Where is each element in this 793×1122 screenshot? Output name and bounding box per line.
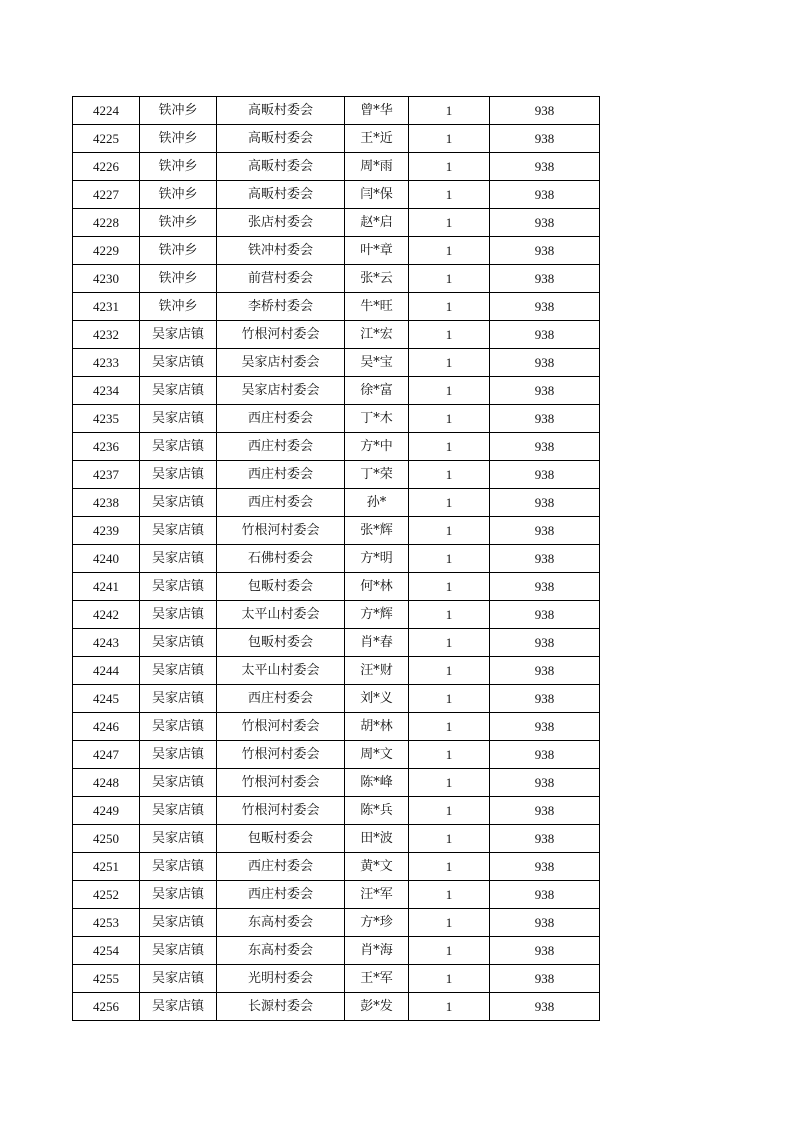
count-cell: 1 — [409, 97, 490, 125]
amount-cell: 938 — [490, 657, 600, 685]
row-number-cell: 4247 — [73, 741, 140, 769]
amount-cell: 938 — [490, 769, 600, 797]
amount-cell: 938 — [490, 293, 600, 321]
amount-cell: 938 — [490, 965, 600, 993]
count-cell: 1 — [409, 965, 490, 993]
village-cell: 前营村委会 — [217, 265, 345, 293]
township-cell: 铁冲乡 — [140, 125, 217, 153]
township-cell: 吴家店镇 — [140, 433, 217, 461]
table-row — [73, 405, 600, 433]
name-cell: 张*辉 — [345, 517, 409, 545]
count-cell: 1 — [409, 797, 490, 825]
table-row — [73, 741, 600, 769]
row-number-cell: 4230 — [73, 265, 140, 293]
row-number-cell: 4255 — [73, 965, 140, 993]
name-cell: 赵*启 — [345, 209, 409, 237]
table-row — [73, 433, 600, 461]
table-row — [73, 377, 600, 405]
amount-cell: 938 — [490, 517, 600, 545]
table-row — [73, 881, 600, 909]
name-cell: 陈*峰 — [345, 769, 409, 797]
row-number-cell: 4231 — [73, 293, 140, 321]
row-number-cell: 4248 — [73, 769, 140, 797]
township-cell: 吴家店镇 — [140, 825, 217, 853]
township-cell: 铁冲乡 — [140, 209, 217, 237]
count-cell: 1 — [409, 405, 490, 433]
name-cell: 吴*宝 — [345, 349, 409, 377]
name-cell: 张*云 — [345, 265, 409, 293]
name-cell: 孙* — [345, 489, 409, 517]
table-row — [73, 545, 600, 573]
table-row — [73, 797, 600, 825]
amount-cell: 938 — [490, 741, 600, 769]
table-row — [73, 629, 600, 657]
amount-cell: 938 — [490, 433, 600, 461]
table-row — [73, 685, 600, 713]
village-cell: 吴家店村委会 — [217, 377, 345, 405]
amount-cell: 938 — [490, 685, 600, 713]
name-cell: 王*近 — [345, 125, 409, 153]
table-row — [73, 349, 600, 377]
table-row — [73, 769, 600, 797]
village-cell: 高畈村委会 — [217, 153, 345, 181]
row-number-cell: 4237 — [73, 461, 140, 489]
table-row — [73, 937, 600, 965]
name-cell: 丁*木 — [345, 405, 409, 433]
township-cell: 吴家店镇 — [140, 573, 217, 601]
name-cell: 刘*义 — [345, 685, 409, 713]
village-cell: 竹根河村委会 — [217, 517, 345, 545]
table-row — [73, 153, 600, 181]
table-row — [73, 517, 600, 545]
table-row — [73, 825, 600, 853]
village-cell: 铁冲村委会 — [217, 237, 345, 265]
name-cell: 肖*春 — [345, 629, 409, 657]
amount-cell: 938 — [490, 797, 600, 825]
count-cell: 1 — [409, 125, 490, 153]
township-cell: 铁冲乡 — [140, 153, 217, 181]
amount-cell: 938 — [490, 209, 600, 237]
village-cell: 西庄村委会 — [217, 881, 345, 909]
table-row — [73, 321, 600, 349]
village-cell: 光明村委会 — [217, 965, 345, 993]
amount-cell: 938 — [490, 489, 600, 517]
name-cell: 方*珍 — [345, 909, 409, 937]
village-cell: 竹根河村委会 — [217, 769, 345, 797]
township-cell: 吴家店镇 — [140, 601, 217, 629]
village-cell: 东高村委会 — [217, 909, 345, 937]
table-row — [73, 489, 600, 517]
township-cell: 吴家店镇 — [140, 769, 217, 797]
amount-cell: 938 — [490, 125, 600, 153]
township-cell: 铁冲乡 — [140, 237, 217, 265]
name-cell: 闫*保 — [345, 181, 409, 209]
village-cell: 李桥村委会 — [217, 293, 345, 321]
name-cell: 黄*文 — [345, 853, 409, 881]
table-row — [73, 181, 600, 209]
village-cell: 西庄村委会 — [217, 461, 345, 489]
township-cell: 吴家店镇 — [140, 321, 217, 349]
name-cell: 牛*旺 — [345, 293, 409, 321]
amount-cell: 938 — [490, 937, 600, 965]
township-cell: 铁冲乡 — [140, 293, 217, 321]
row-number-cell: 4229 — [73, 237, 140, 265]
row-number-cell: 4244 — [73, 657, 140, 685]
township-cell: 铁冲乡 — [140, 265, 217, 293]
row-number-cell: 4252 — [73, 881, 140, 909]
count-cell: 1 — [409, 377, 490, 405]
name-cell: 周*文 — [345, 741, 409, 769]
table-row — [73, 461, 600, 489]
count-cell: 1 — [409, 209, 490, 237]
amount-cell: 938 — [490, 377, 600, 405]
township-cell: 吴家店镇 — [140, 685, 217, 713]
village-cell: 西庄村委会 — [217, 853, 345, 881]
count-cell: 1 — [409, 545, 490, 573]
count-cell: 1 — [409, 993, 490, 1021]
row-number-cell: 4233 — [73, 349, 140, 377]
data-table — [72, 96, 600, 1021]
name-cell: 肖*海 — [345, 937, 409, 965]
table-row — [73, 125, 600, 153]
amount-cell: 938 — [490, 601, 600, 629]
village-cell: 高畈村委会 — [217, 125, 345, 153]
name-cell: 田*波 — [345, 825, 409, 853]
count-cell: 1 — [409, 881, 490, 909]
name-cell: 陈*兵 — [345, 797, 409, 825]
township-cell: 吴家店镇 — [140, 937, 217, 965]
row-number-cell: 4249 — [73, 797, 140, 825]
amount-cell: 938 — [490, 629, 600, 657]
village-cell: 长源村委会 — [217, 993, 345, 1021]
village-cell: 太平山村委会 — [217, 657, 345, 685]
township-cell: 吴家店镇 — [140, 741, 217, 769]
row-number-cell: 4238 — [73, 489, 140, 517]
township-cell: 吴家店镇 — [140, 405, 217, 433]
village-cell: 竹根河村委会 — [217, 713, 345, 741]
table-row — [73, 209, 600, 237]
count-cell: 1 — [409, 769, 490, 797]
name-cell: 方*辉 — [345, 601, 409, 629]
amount-cell: 938 — [490, 265, 600, 293]
name-cell: 丁*荣 — [345, 461, 409, 489]
amount-cell: 938 — [490, 909, 600, 937]
row-number-cell: 4228 — [73, 209, 140, 237]
amount-cell: 938 — [490, 349, 600, 377]
row-number-cell: 4243 — [73, 629, 140, 657]
amount-cell: 938 — [490, 573, 600, 601]
township-cell: 吴家店镇 — [140, 881, 217, 909]
count-cell: 1 — [409, 265, 490, 293]
village-cell: 西庄村委会 — [217, 433, 345, 461]
amount-cell: 938 — [490, 405, 600, 433]
row-number-cell: 4240 — [73, 545, 140, 573]
count-cell: 1 — [409, 909, 490, 937]
amount-cell: 938 — [490, 713, 600, 741]
village-cell: 东高村委会 — [217, 937, 345, 965]
name-cell: 汪*财 — [345, 657, 409, 685]
township-cell: 吴家店镇 — [140, 349, 217, 377]
village-cell: 西庄村委会 — [217, 405, 345, 433]
name-cell: 叶*章 — [345, 237, 409, 265]
row-number-cell: 4234 — [73, 377, 140, 405]
village-cell: 张店村委会 — [217, 209, 345, 237]
table-row — [73, 573, 600, 601]
count-cell: 1 — [409, 937, 490, 965]
township-cell: 吴家店镇 — [140, 657, 217, 685]
township-cell: 吴家店镇 — [140, 377, 217, 405]
village-cell: 竹根河村委会 — [217, 741, 345, 769]
amount-cell: 938 — [490, 97, 600, 125]
name-cell: 王*军 — [345, 965, 409, 993]
township-cell: 吴家店镇 — [140, 797, 217, 825]
count-cell: 1 — [409, 629, 490, 657]
table-row — [73, 265, 600, 293]
name-cell: 方*明 — [345, 545, 409, 573]
row-number-cell: 4250 — [73, 825, 140, 853]
row-number-cell: 4239 — [73, 517, 140, 545]
table-row — [73, 965, 600, 993]
amount-cell: 938 — [490, 181, 600, 209]
count-cell: 1 — [409, 489, 490, 517]
amount-cell: 938 — [490, 461, 600, 489]
count-cell: 1 — [409, 153, 490, 181]
name-cell: 周*雨 — [345, 153, 409, 181]
township-cell: 吴家店镇 — [140, 713, 217, 741]
count-cell: 1 — [409, 517, 490, 545]
name-cell: 江*宏 — [345, 321, 409, 349]
table-row — [73, 853, 600, 881]
row-number-cell: 4251 — [73, 853, 140, 881]
name-cell: 徐*富 — [345, 377, 409, 405]
village-cell: 包畈村委会 — [217, 825, 345, 853]
village-cell: 包畈村委会 — [217, 629, 345, 657]
name-cell: 彭*发 — [345, 993, 409, 1021]
township-cell: 吴家店镇 — [140, 545, 217, 573]
amount-cell: 938 — [490, 321, 600, 349]
village-cell: 太平山村委会 — [217, 601, 345, 629]
count-cell: 1 — [409, 573, 490, 601]
township-cell: 吴家店镇 — [140, 853, 217, 881]
name-cell: 汪*军 — [345, 881, 409, 909]
table-row — [73, 993, 600, 1021]
name-cell: 何*林 — [345, 573, 409, 601]
township-cell: 吴家店镇 — [140, 461, 217, 489]
amount-cell: 938 — [490, 853, 600, 881]
table-row — [73, 657, 600, 685]
name-cell: 方*中 — [345, 433, 409, 461]
count-cell: 1 — [409, 461, 490, 489]
count-cell: 1 — [409, 657, 490, 685]
amount-cell: 938 — [490, 825, 600, 853]
row-number-cell: 4253 — [73, 909, 140, 937]
township-cell: 吴家店镇 — [140, 909, 217, 937]
row-number-cell: 4245 — [73, 685, 140, 713]
village-cell: 高畈村委会 — [217, 97, 345, 125]
village-cell: 吴家店村委会 — [217, 349, 345, 377]
row-number-cell: 4241 — [73, 573, 140, 601]
amount-cell: 938 — [490, 153, 600, 181]
count-cell: 1 — [409, 853, 490, 881]
count-cell: 1 — [409, 433, 490, 461]
count-cell: 1 — [409, 349, 490, 377]
count-cell: 1 — [409, 321, 490, 349]
village-cell: 西庄村委会 — [217, 489, 345, 517]
row-number-cell: 4227 — [73, 181, 140, 209]
name-cell: 曾*华 — [345, 97, 409, 125]
township-cell: 吴家店镇 — [140, 993, 217, 1021]
row-number-cell: 4246 — [73, 713, 140, 741]
row-number-cell: 4254 — [73, 937, 140, 965]
amount-cell: 938 — [490, 237, 600, 265]
row-number-cell: 4226 — [73, 153, 140, 181]
count-cell: 1 — [409, 601, 490, 629]
amount-cell: 938 — [490, 993, 600, 1021]
table-body — [73, 97, 600, 1021]
row-number-cell: 4232 — [73, 321, 140, 349]
row-number-cell: 4236 — [73, 433, 140, 461]
row-number-cell: 4235 — [73, 405, 140, 433]
township-cell: 铁冲乡 — [140, 97, 217, 125]
township-cell: 吴家店镇 — [140, 629, 217, 657]
table-row — [73, 713, 600, 741]
village-cell: 包畈村委会 — [217, 573, 345, 601]
village-cell: 西庄村委会 — [217, 685, 345, 713]
row-number-cell: 4242 — [73, 601, 140, 629]
table-row — [73, 237, 600, 265]
township-cell: 吴家店镇 — [140, 489, 217, 517]
village-cell: 石佛村委会 — [217, 545, 345, 573]
village-cell: 高畈村委会 — [217, 181, 345, 209]
count-cell: 1 — [409, 293, 490, 321]
table-row — [73, 97, 600, 125]
township-cell: 吴家店镇 — [140, 517, 217, 545]
amount-cell: 938 — [490, 545, 600, 573]
count-cell: 1 — [409, 713, 490, 741]
count-cell: 1 — [409, 825, 490, 853]
row-number-cell: 4224 — [73, 97, 140, 125]
count-cell: 1 — [409, 181, 490, 209]
table-row — [73, 293, 600, 321]
village-cell: 竹根河村委会 — [217, 797, 345, 825]
row-number-cell: 4256 — [73, 993, 140, 1021]
amount-cell: 938 — [490, 881, 600, 909]
township-cell: 吴家店镇 — [140, 965, 217, 993]
count-cell: 1 — [409, 237, 490, 265]
row-number-cell: 4225 — [73, 125, 140, 153]
table-row — [73, 909, 600, 937]
table-row — [73, 601, 600, 629]
name-cell: 胡*林 — [345, 713, 409, 741]
count-cell: 1 — [409, 685, 490, 713]
township-cell: 铁冲乡 — [140, 181, 217, 209]
village-cell: 竹根河村委会 — [217, 321, 345, 349]
count-cell: 1 — [409, 741, 490, 769]
